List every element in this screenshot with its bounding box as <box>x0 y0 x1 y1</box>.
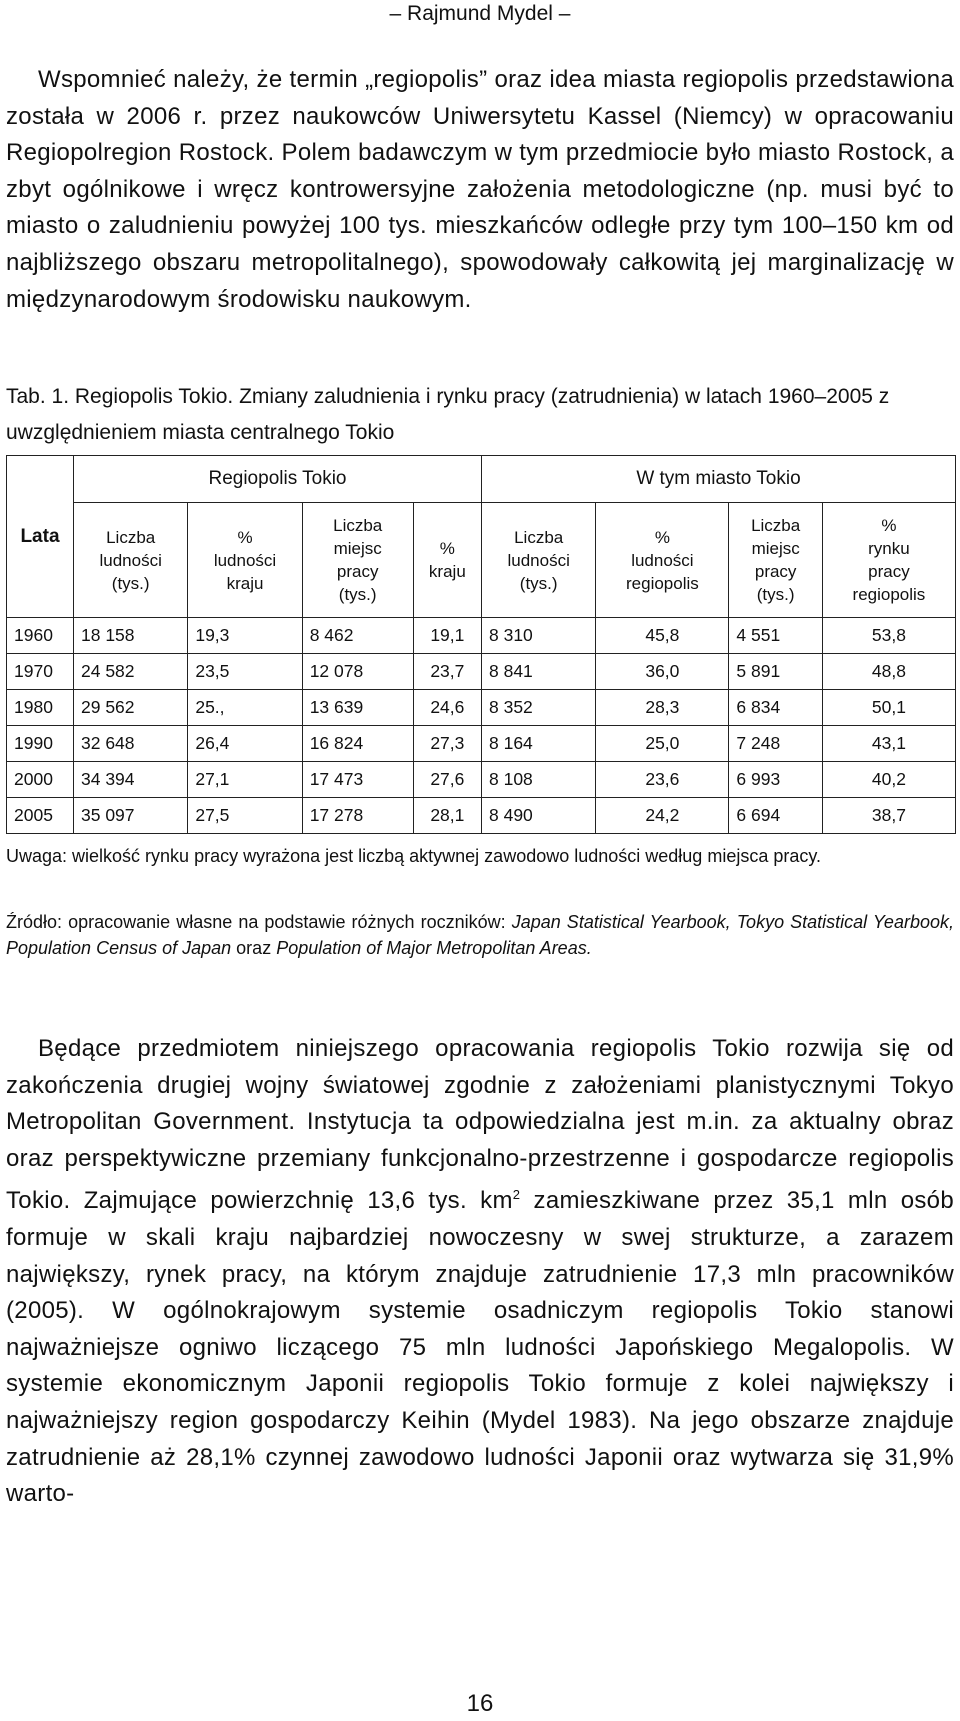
source-title-1: Japan Statistical Yearbook, <box>511 912 731 932</box>
subheader-line: % <box>439 539 455 558</box>
table-caption: Tab. 1. Regiopolis Tokio. Zmiany zaludnienia i rynku pracy (zatrudnienia) w latach 1960–2005 z uwzględnieniem miasta centralnego Tokio <box>6 385 890 444</box>
year-cell: 2005 <box>7 798 74 834</box>
subheader-line: rynku <box>868 539 910 558</box>
value-cell: 16 824 <box>302 726 413 762</box>
table-body <box>7 618 956 834</box>
subheader-line: Liczba <box>106 527 156 547</box>
value-cell: 28,1 <box>413 798 481 834</box>
value-cell: 13 639 <box>302 690 413 726</box>
subheader-line: Liczba <box>514 527 564 547</box>
subheader-line: ludności <box>631 550 694 570</box>
subheader-line: kraju <box>226 573 264 593</box>
subheader-line: regiopolis <box>852 585 926 604</box>
subheader-line: pracy <box>754 562 797 581</box>
subheader-1 <box>74 503 188 618</box>
value-cell: 8 462 <box>302 618 413 654</box>
value-cell: 29 562 <box>74 690 188 726</box>
value-cell: 23,5 <box>188 654 302 690</box>
subheader-7 <box>729 503 822 618</box>
value-cell: 8 490 <box>482 798 596 834</box>
value-cell: 27,1 <box>188 762 302 798</box>
subheader-line: kraju <box>428 562 466 581</box>
subheader-line: (tys.) <box>519 573 558 593</box>
value-cell: 24 582 <box>74 654 188 690</box>
value-cell: 19,3 <box>188 618 302 654</box>
source-mid: oraz <box>231 938 277 958</box>
value-cell: 27,3 <box>413 726 481 762</box>
value-cell: 5 891 <box>729 654 822 690</box>
value-cell: 12 078 <box>302 654 413 690</box>
value-cell: 35 097 <box>74 798 188 834</box>
value-cell: 45,8 <box>596 618 729 654</box>
year-cell: 1980 <box>7 690 74 726</box>
subheader-line: (tys.) <box>338 585 377 604</box>
value-cell: 28,3 <box>596 690 729 726</box>
paragraph-intro <box>6 62 954 318</box>
year-cell: 2000 <box>7 762 74 798</box>
source-title-4: Population of Major Metropolitan Areas. <box>276 938 592 958</box>
subheader-line: pracy <box>336 562 379 581</box>
year-cell: 1970 <box>7 654 74 690</box>
subheader-line: % <box>237 527 253 547</box>
table-row <box>7 690 956 726</box>
data-table <box>6 455 956 834</box>
table-row <box>7 726 956 762</box>
value-cell: 17 473 <box>302 762 413 798</box>
table-sub-header <box>7 503 956 618</box>
table-row <box>7 654 956 690</box>
subheader-5 <box>482 503 596 618</box>
subheader-4 <box>413 503 481 618</box>
subheader-line: % <box>654 527 670 547</box>
value-cell: 8 841 <box>482 654 596 690</box>
year-cell: 1960 <box>7 618 74 654</box>
table-row <box>7 762 956 798</box>
header-lata: Lata <box>7 456 74 618</box>
value-cell: 6 834 <box>729 690 822 726</box>
paragraph-tokio-text-2: zamieszkiwane przez 35,1 mln osób formuje w skali kraju najbardziej nowoczesny w swej strukturze, a zarazem największy, rynek pracy, na którym znajduje zatrudnienie 17,3 mln pracowników (2005). W ogólnokrajowym systemie osadniczym regiopolis Tokio stanowi najważniejsze ogniwo liczącego 75 mln ludności Japońskiego Megalopolis. W systemie ekonomicznym Japonii regiopolis Tokio formuje z kolei największy i najważniejszy region gospodarczy Keihin (Mydel 1983). Na jego obszarze znajduje zatrudnienie aż 28,1% czynnej zawodowo ludności Japonii oraz wytwarza się 31,9% warto- <box>6 1187 954 1508</box>
value-cell: 25., <box>188 690 302 726</box>
value-cell: 7 248 <box>729 726 822 762</box>
header-regiopolis: Regiopolis Tokio <box>74 456 482 503</box>
table-group-header <box>7 456 956 503</box>
value-cell: 17 278 <box>302 798 413 834</box>
source-title-2: Tokyo Statistical Yearbook, <box>736 912 954 932</box>
subheader-6 <box>596 503 729 618</box>
value-cell: 34 394 <box>74 762 188 798</box>
running-header: – Rajmund Mydel – <box>389 2 571 25</box>
source-title-3: Population Census of Japan <box>6 938 232 958</box>
subheader-line: (tys.) <box>756 585 795 604</box>
value-cell: 8 108 <box>482 762 596 798</box>
value-cell: 8 310 <box>482 618 596 654</box>
value-cell: 32 648 <box>74 726 188 762</box>
value-cell: 8 164 <box>482 726 596 762</box>
subheader-line: (tys.) <box>111 573 150 593</box>
value-cell: 26,4 <box>188 726 302 762</box>
value-cell: 6 993 <box>729 762 822 798</box>
paragraph-tokio-text-1: Będące przedmiotem niniejszego opracowania regiopolis Tokio rozwija się od zakończenia drugiej wojny światowej zgodnie z założeniami planistycznymi Tokyo Metropolitan Government. Instytucja ta odpowiedzialna jest m.in. za aktualny obraz oraz perspektywiczne przemiany funkcjonalno-przestrzenne i gospodarcze regiopolis Tokio. Zajmujące powierzchnię 13,6 tys. km <box>6 1035 954 1215</box>
value-cell: 23,7 <box>413 654 481 690</box>
value-cell: 23,6 <box>596 762 729 798</box>
subheader-line: Liczba <box>751 516 801 535</box>
paragraph-intro-text: Wspomnieć należy, że termin „regiopolis” oraz idea miasta regiopolis przedstawiona została w 2006 r. przez naukowców Uniwersytetu Kassel (Niemcy) w opracowaniu Regiopolregion Rostock. Polem badawczym w tym przedmiocie było miasto Rostock, a zbyt ogólnikowe i wręcz kontrowersyjne założenia metodologiczne (np. musi być to miasto o zaludnieniu powyżej 100 tys. mieszkańców odległe przy tym 100–150 km od najbliższego obszaru metropolitalnego), spowodowały całkowitą jej marginalizację w międzynarodowym środowisku naukowym. <box>6 66 954 313</box>
table-source <box>6 909 954 961</box>
value-cell: 36,0 <box>596 654 729 690</box>
subheader-line: ludności <box>99 550 162 570</box>
superscript: 2 <box>512 1187 521 1203</box>
source-prefix: Źródło: opracowanie własne na podstawie różnych roczników: <box>6 912 512 932</box>
table-row <box>7 618 956 654</box>
value-cell: 24,2 <box>596 798 729 834</box>
table-note: Uwaga: wielkość rynku pracy wyrażona jest liczbą aktywnej zawodowo ludności według miejsca pracy. <box>6 846 822 866</box>
value-cell: 27,5 <box>188 798 302 834</box>
value-cell: 4 551 <box>729 618 822 654</box>
value-cell: 6 694 <box>729 798 822 834</box>
subheader-line: ludności <box>507 550 570 570</box>
subheader-8 <box>822 503 955 618</box>
value-cell: 53,8 <box>822 618 955 654</box>
value-cell: 38,7 <box>822 798 955 834</box>
value-cell: 8 352 <box>482 690 596 726</box>
value-cell: 50,1 <box>822 690 955 726</box>
subheader-line: ludności <box>213 550 277 570</box>
subheader-line: regiopolis <box>626 573 699 593</box>
table-row <box>7 798 956 834</box>
value-cell: 40,2 <box>822 762 955 798</box>
value-cell: 48,8 <box>822 654 955 690</box>
value-cell: 27,6 <box>413 762 481 798</box>
value-cell: 25,0 <box>596 726 729 762</box>
subheader-line: pracy <box>868 562 910 581</box>
subheader-line: % <box>881 516 897 535</box>
subheader-2 <box>188 503 302 618</box>
value-cell: 18 158 <box>74 618 188 654</box>
header-city: W tym miasto Tokio <box>482 456 956 503</box>
year-cell: 1990 <box>7 726 74 762</box>
subheader-line: Liczba <box>333 516 383 535</box>
subheader-line: miejsc <box>751 539 800 558</box>
subheader-3 <box>302 503 413 618</box>
value-cell: 24,6 <box>413 690 481 726</box>
page-number: 16 <box>466 1690 494 1717</box>
paragraph-tokio <box>6 1031 954 1513</box>
value-cell: 43,1 <box>822 726 955 762</box>
subheader-line: miejsc <box>333 539 382 558</box>
value-cell: 19,1 <box>413 618 481 654</box>
